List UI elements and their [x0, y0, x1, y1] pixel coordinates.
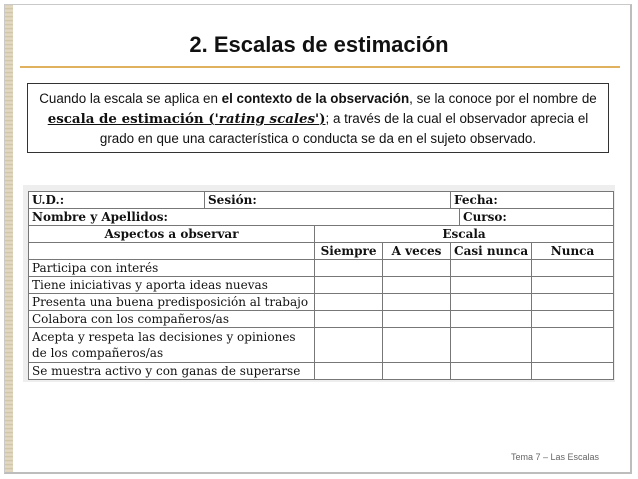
- definition-term-b: ): [319, 111, 326, 127]
- rating-cell[interactable]: [315, 277, 383, 294]
- definition-term-a: escala de estimación (: [47, 111, 215, 127]
- scale-option-casi-nunca: Casi nunca: [451, 243, 532, 260]
- scale-header: Escala: [315, 226, 614, 243]
- aspect-label: Acepta y respeta las decisiones y opiniones de los compañeros/as: [29, 328, 315, 363]
- rating-cell[interactable]: [315, 363, 383, 380]
- slide-title: 2. Escalas de estimación: [189, 32, 449, 57]
- rating-cell[interactable]: [451, 260, 532, 277]
- rating-cell[interactable]: [383, 277, 451, 294]
- aspect-label: Presenta una buena predisposición al trabajo: [29, 294, 315, 311]
- session-field[interactable]: Sesión:: [205, 192, 451, 209]
- scale-option-siempre: Siempre: [315, 243, 383, 260]
- rating-cell[interactable]: [383, 311, 451, 328]
- rating-cell[interactable]: [383, 363, 451, 380]
- decorative-left-band: [5, 5, 13, 472]
- aspect-label: Tiene iniciativas y aporta ideas nuevas: [29, 277, 315, 294]
- rating-cell[interactable]: [532, 294, 614, 311]
- rating-cell[interactable]: [451, 294, 532, 311]
- definition-term: [48, 111, 326, 127]
- table-row: [29, 311, 614, 328]
- course-field[interactable]: Curso:: [460, 209, 614, 226]
- scale-options-row: [29, 243, 614, 260]
- definition-text-2: , se la conoce por el nombre de: [409, 91, 597, 106]
- rating-cell[interactable]: [451, 311, 532, 328]
- rating-cell[interactable]: [315, 328, 383, 363]
- rating-cell[interactable]: [532, 328, 614, 363]
- table-row: [29, 363, 614, 380]
- rating-cell[interactable]: [383, 260, 451, 277]
- form-section-header-row: [29, 226, 614, 243]
- slide-footer: Tema 7 – Las Escalas: [511, 452, 600, 462]
- definition-box: [27, 83, 609, 153]
- aspects-header: Aspectos a observar: [29, 226, 315, 243]
- definition-text-3: ; a través de la cual el observador aprecia el grado en que una característica o conducta se da en el sujeto observado.: [99, 111, 589, 146]
- aspect-label: Participa con interés: [29, 260, 315, 277]
- form-name-row: [29, 209, 614, 226]
- scale-option-a-veces: A veces: [383, 243, 451, 260]
- rating-cell[interactable]: [383, 294, 451, 311]
- rating-cell[interactable]: [451, 363, 532, 380]
- rating-cell[interactable]: [451, 277, 532, 294]
- rating-cell[interactable]: [315, 294, 383, 311]
- rating-cell[interactable]: [315, 311, 383, 328]
- form-header-row: [29, 192, 614, 209]
- ud-field[interactable]: U.D.:: [29, 192, 205, 209]
- name-field[interactable]: Nombre y Apellidos:: [29, 209, 460, 226]
- date-field[interactable]: Fecha:: [451, 192, 614, 209]
- blank-cell: [29, 243, 315, 260]
- title-divider: [20, 66, 620, 68]
- table-row: [29, 260, 614, 277]
- rating-scale-form: [28, 191, 614, 380]
- definition-text-1: Cuando la escala se aplica en: [39, 91, 222, 106]
- aspect-label: Colabora con los compañeros/as: [29, 311, 315, 328]
- table-row: [29, 328, 614, 363]
- scale-option-nunca: Nunca: [532, 243, 614, 260]
- table-row: [29, 277, 614, 294]
- table-row: [29, 294, 614, 311]
- rating-cell[interactable]: [451, 328, 532, 363]
- rating-cell[interactable]: [315, 260, 383, 277]
- definition-term-italic: 'rating scales': [214, 111, 320, 127]
- aspect-label: Se muestra activo y con ganas de superarse: [29, 363, 315, 380]
- rating-cell[interactable]: [383, 328, 451, 363]
- rating-cell[interactable]: [532, 311, 614, 328]
- rating-cell[interactable]: [532, 363, 614, 380]
- rating-cell[interactable]: [532, 277, 614, 294]
- rating-cell[interactable]: [532, 260, 614, 277]
- definition-bold-context: el contexto de la observación: [221, 91, 410, 106]
